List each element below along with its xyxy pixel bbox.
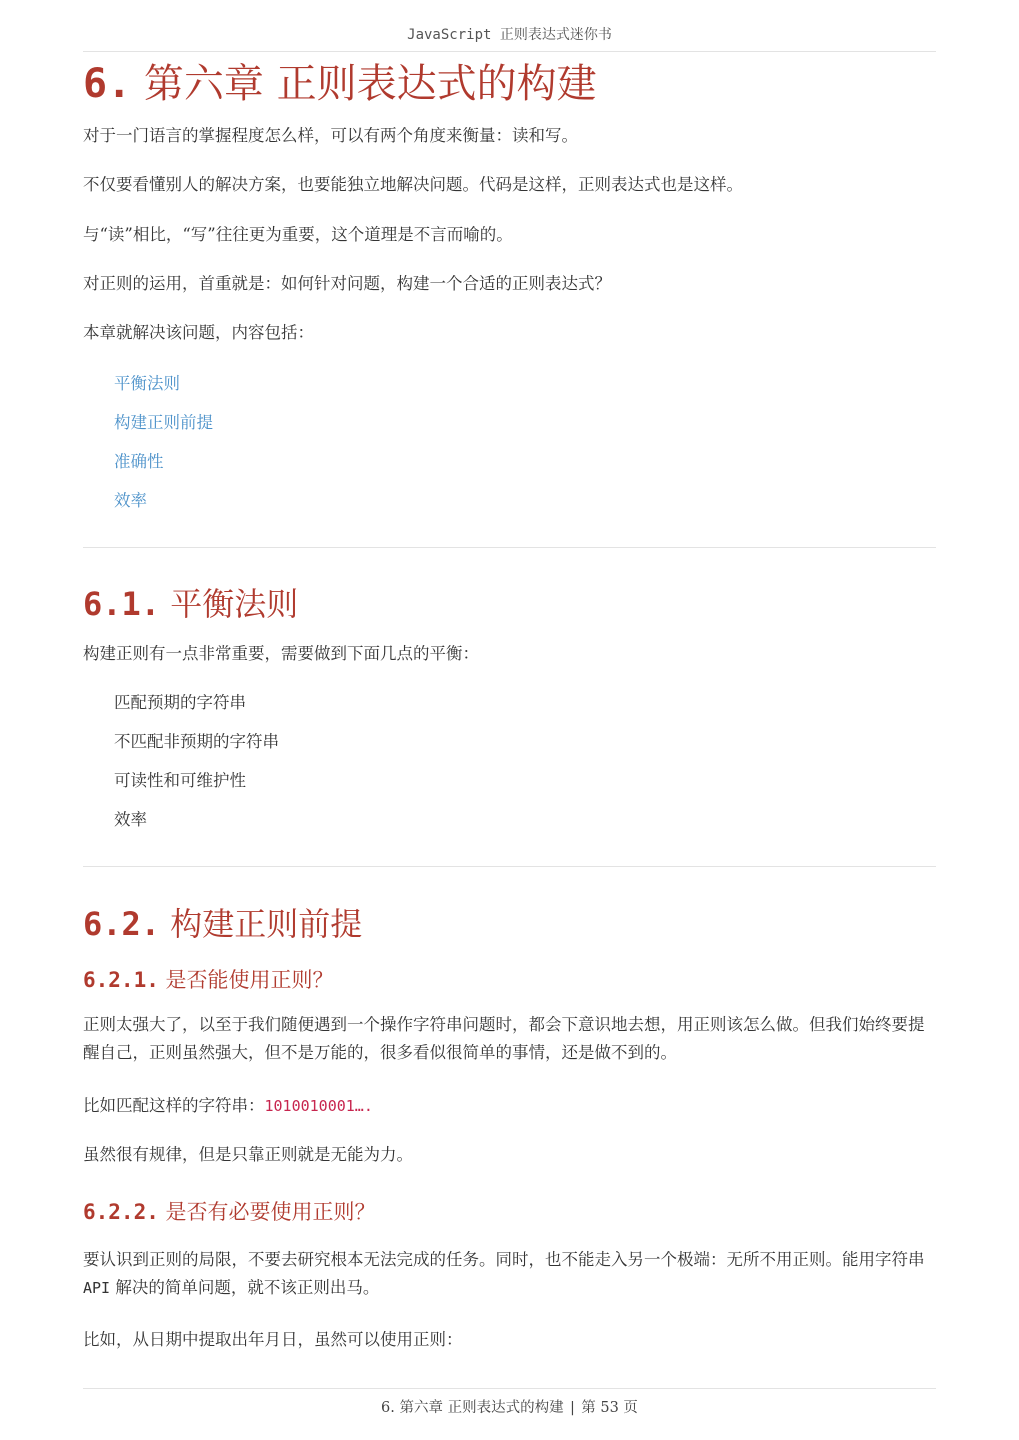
- subsection-6-2-1-paragraph: 正则太强大了，以至于我们随便遇到一个操作字符串问题时，都会下意识地去想，用正则该怎么做。但我们始终要提醒自己，正则虽然强大，但不是万能的，很多看似很简单的事情，还是做不到的。: [83, 1015, 925, 1062]
- footer-page-number: 第 53 页: [581, 1400, 638, 1416]
- list-item: 可读性和可维护性: [114, 771, 246, 790]
- chapter-title: [83, 58, 597, 110]
- toc-link-prerequisites[interactable]: 构建正则前提: [114, 413, 213, 432]
- paragraph-text-a: 要认识到正则的局限，不要去研究根本无法完成的任务。同时，也不能走入另一个极端：无所不用正则。能用字符串: [83, 1250, 925, 1269]
- example-paragraph: [83, 1092, 936, 1120]
- section-title: 构建正则前提: [170, 905, 363, 943]
- footer-rule: [83, 1388, 936, 1389]
- subsection-title: 是否有必要使用正则？: [165, 1200, 376, 1224]
- list-item: 匹配预期的字符串: [114, 693, 246, 712]
- chapter-title-text: 第六章 正则表达式的构建: [143, 61, 597, 107]
- api-term: API: [83, 1279, 111, 1297]
- list-item: 效率: [114, 810, 147, 829]
- footer-separator: |: [568, 1400, 577, 1416]
- toc-link-accuracy[interactable]: 准确性: [114, 452, 164, 471]
- example-code: 1010010001…: [264, 1097, 364, 1115]
- section-6-2-heading: [83, 903, 362, 945]
- header-rule: [83, 51, 936, 52]
- subsection-6-2-2-paragraph-2: 比如，从日期中提取出年月日，虽然可以使用正则：: [83, 1330, 463, 1349]
- intro-paragraph-5: 本章就解决该问题，内容包括：: [83, 323, 314, 342]
- section-divider-1: [83, 547, 936, 548]
- section-divider-2: [83, 866, 936, 867]
- paragraph-text-b: 解决的简单问题，就不该正则出马。: [110, 1278, 380, 1297]
- intro-paragraph-3: 与“读”相比，“写”往往更为重要，这个道理是不言而喻的。: [83, 225, 513, 244]
- page-footer: [83, 1396, 936, 1417]
- example-prefix: 比如匹配这样的字符串：: [83, 1096, 265, 1115]
- section-title: 平衡法则: [170, 585, 299, 623]
- example-suffix: .: [363, 1097, 373, 1115]
- intro-paragraph-4: 对正则的运用，首重就是：如何针对问题，构建一个合适的正则表达式？: [83, 274, 611, 293]
- document-page: [83, 0, 936, 1440]
- section-number: 6.1.: [83, 585, 161, 623]
- subsection-6-2-2-paragraph: [83, 1246, 936, 1302]
- subsection-number: 6.2.2.: [83, 1200, 159, 1224]
- list-item: 不匹配非预期的字符串: [114, 732, 279, 751]
- section-6-1-heading: [83, 583, 298, 625]
- chapter-number: 6.: [83, 61, 132, 107]
- running-header: JavaScript 正则表达式迷你书: [407, 27, 612, 43]
- section-number: 6.2.: [83, 905, 161, 943]
- toc-link-efficiency[interactable]: 效率: [114, 491, 147, 510]
- subsection-number: 6.2.1.: [83, 968, 159, 992]
- subsection-6-2-2-heading: [83, 1198, 376, 1226]
- toc-link-balance[interactable]: 平衡法则: [114, 374, 180, 393]
- intro-paragraph-2: 不仅要看懂别人的解决方案，也要能独立地解决问题。代码是这样，正则表达式也是这样。: [83, 175, 743, 194]
- subsection-title: 是否能使用正则？: [165, 968, 334, 992]
- conclusion-paragraph: 虽然很有规律，但是只靠正则就是无能为力。: [83, 1145, 413, 1164]
- footer-chapter: 6. 第六章 正则表达式的构建: [381, 1400, 564, 1416]
- intro-paragraph-1: 对于一门语言的掌握程度怎么样，可以有两个角度来衡量：读和写。: [83, 126, 578, 145]
- subsection-6-2-1-heading: [83, 966, 334, 994]
- section-6-1-paragraph: 构建正则有一点非常重要，需要做到下面几点的平衡：: [83, 644, 479, 663]
